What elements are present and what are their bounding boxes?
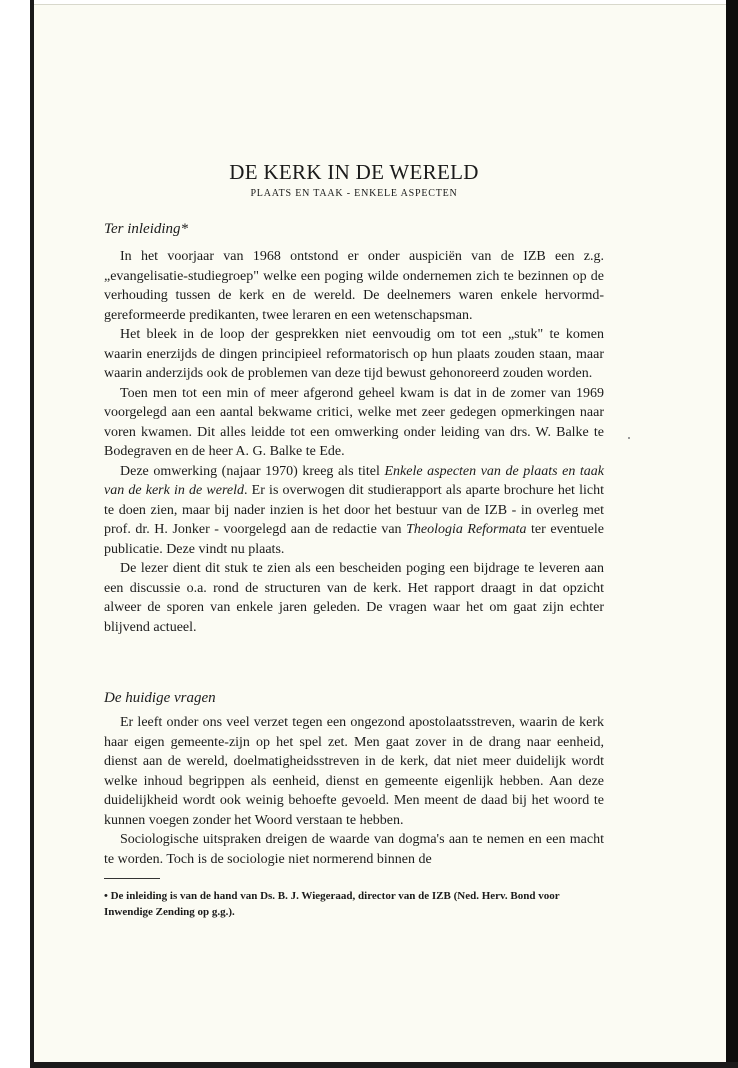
page-title: DE KERK IN DE WERELD [229,160,479,184]
scan-bottom-edge [30,1062,738,1068]
footnote: • De inleiding is van de hand van Ds. B. J. Wiegeraad, director van de IZB (Ned. Herv. Bond voor Inwendige Zending op g.g.). [104,890,560,918]
paragraph: De lezer dient dit stuk te zien als een bescheiden poging een bijdrage te leveren aan een discussie o.a. rond de structuren van de kerk. Het rapport draagt in dat opzicht alweer de sporen van enkele jaren geleden. De vragen waar het om gaat zijn echter blijvend actueel. [104,561,604,635]
footnote-divider [104,878,160,879]
paragraph: Er leeft onder ons veel verzet tegen een ongezond apostolaatsstreven, waarin de kerk haar eigen gemeente-zijn op het spel zet. Men gaat zover in de drang naar eenheid, dienst aan de wereld, doelmatigheidsstreven in de kerk, dat niet meer duidelijk wordt welke inhoud begrippen als eenheid, dienst en gemeente eigenlijk hebben. Aan deze duidelijkheid wordt ook weinig behoefte gevoeld. Men meent de daad bij het woord te kunnen voegen zonder het Woord verstaan te hebben. [104,715,604,828]
italic-book-title: Enkele aspecten van de plaats en taak van de kerk in de wereld [104,463,604,498]
section-current-questions [104,713,604,869]
paragraph: Het bleek in de loop der gesprekken niet eenvoudig om tot een „stuk" te komen waarin enerzijds de dingen principieel reformatorisch op hun plaats zouden staan, maar waarin anderzijds ook de problemen van deze tijd bewust gehonoreerd zouden worden. [104,327,604,381]
paragraph [104,462,604,560]
text-run: . Er is overwogen dit studierapport als aparte brochure het licht te doen zien, maar bij nader inzien is het door het bestuur van de IZB - in overleg met prof. dr. H. Jonker - voorgelegd aan de redactie van [104,483,604,537]
text-run: Deze omwerking (najaar 1970) kreeg als titel [120,463,385,479]
text-run: ter eventuele publicatie. Deze vindt nu plaats. [104,522,604,557]
section-introduction [104,247,604,637]
paragraph: Toen men tot een min of meer afgerond geheel kwam is dat in de zomer van 1969 voorgelegd aan een aantal bekwame critici, welke met zeer gedegen opmerkingen naar voren kwamen. Dit alles leidde tot een omwerking onder leiding van drs. W. Balke te Bodegraven en de heer A. G. Balke te Ede. [104,385,604,459]
page-subtitle: PLAATS EN TAAK - ENKELE ASPECTEN [250,188,458,199]
section-heading-current-questions: De huidige vragen [104,690,216,706]
scan-speck [628,437,630,439]
section-heading-introduction: Ter inleiding* [104,221,189,237]
italic-journal-title: Theologia Reformata [406,522,527,537]
paragraph: In het voorjaar van 1968 ontstond er onder auspiciën van de IZB een z.g. „evangelisatie-studiegroep" welke een poging wilde ondernemen zich te bezinnen op de verhouding tussen de kerk en de wereld. De deelnemers waren enkele hervormd-gereformeerde predikanten, twee leraren en een wetenschapsman. [104,249,604,323]
paragraph: Sociologische uitspraken dreigen de waarde van dogma's aan te nemen en een macht te worden. Toch is de sociologie niet normerend binnen de [104,832,604,867]
scan-right-edge [726,0,738,1068]
